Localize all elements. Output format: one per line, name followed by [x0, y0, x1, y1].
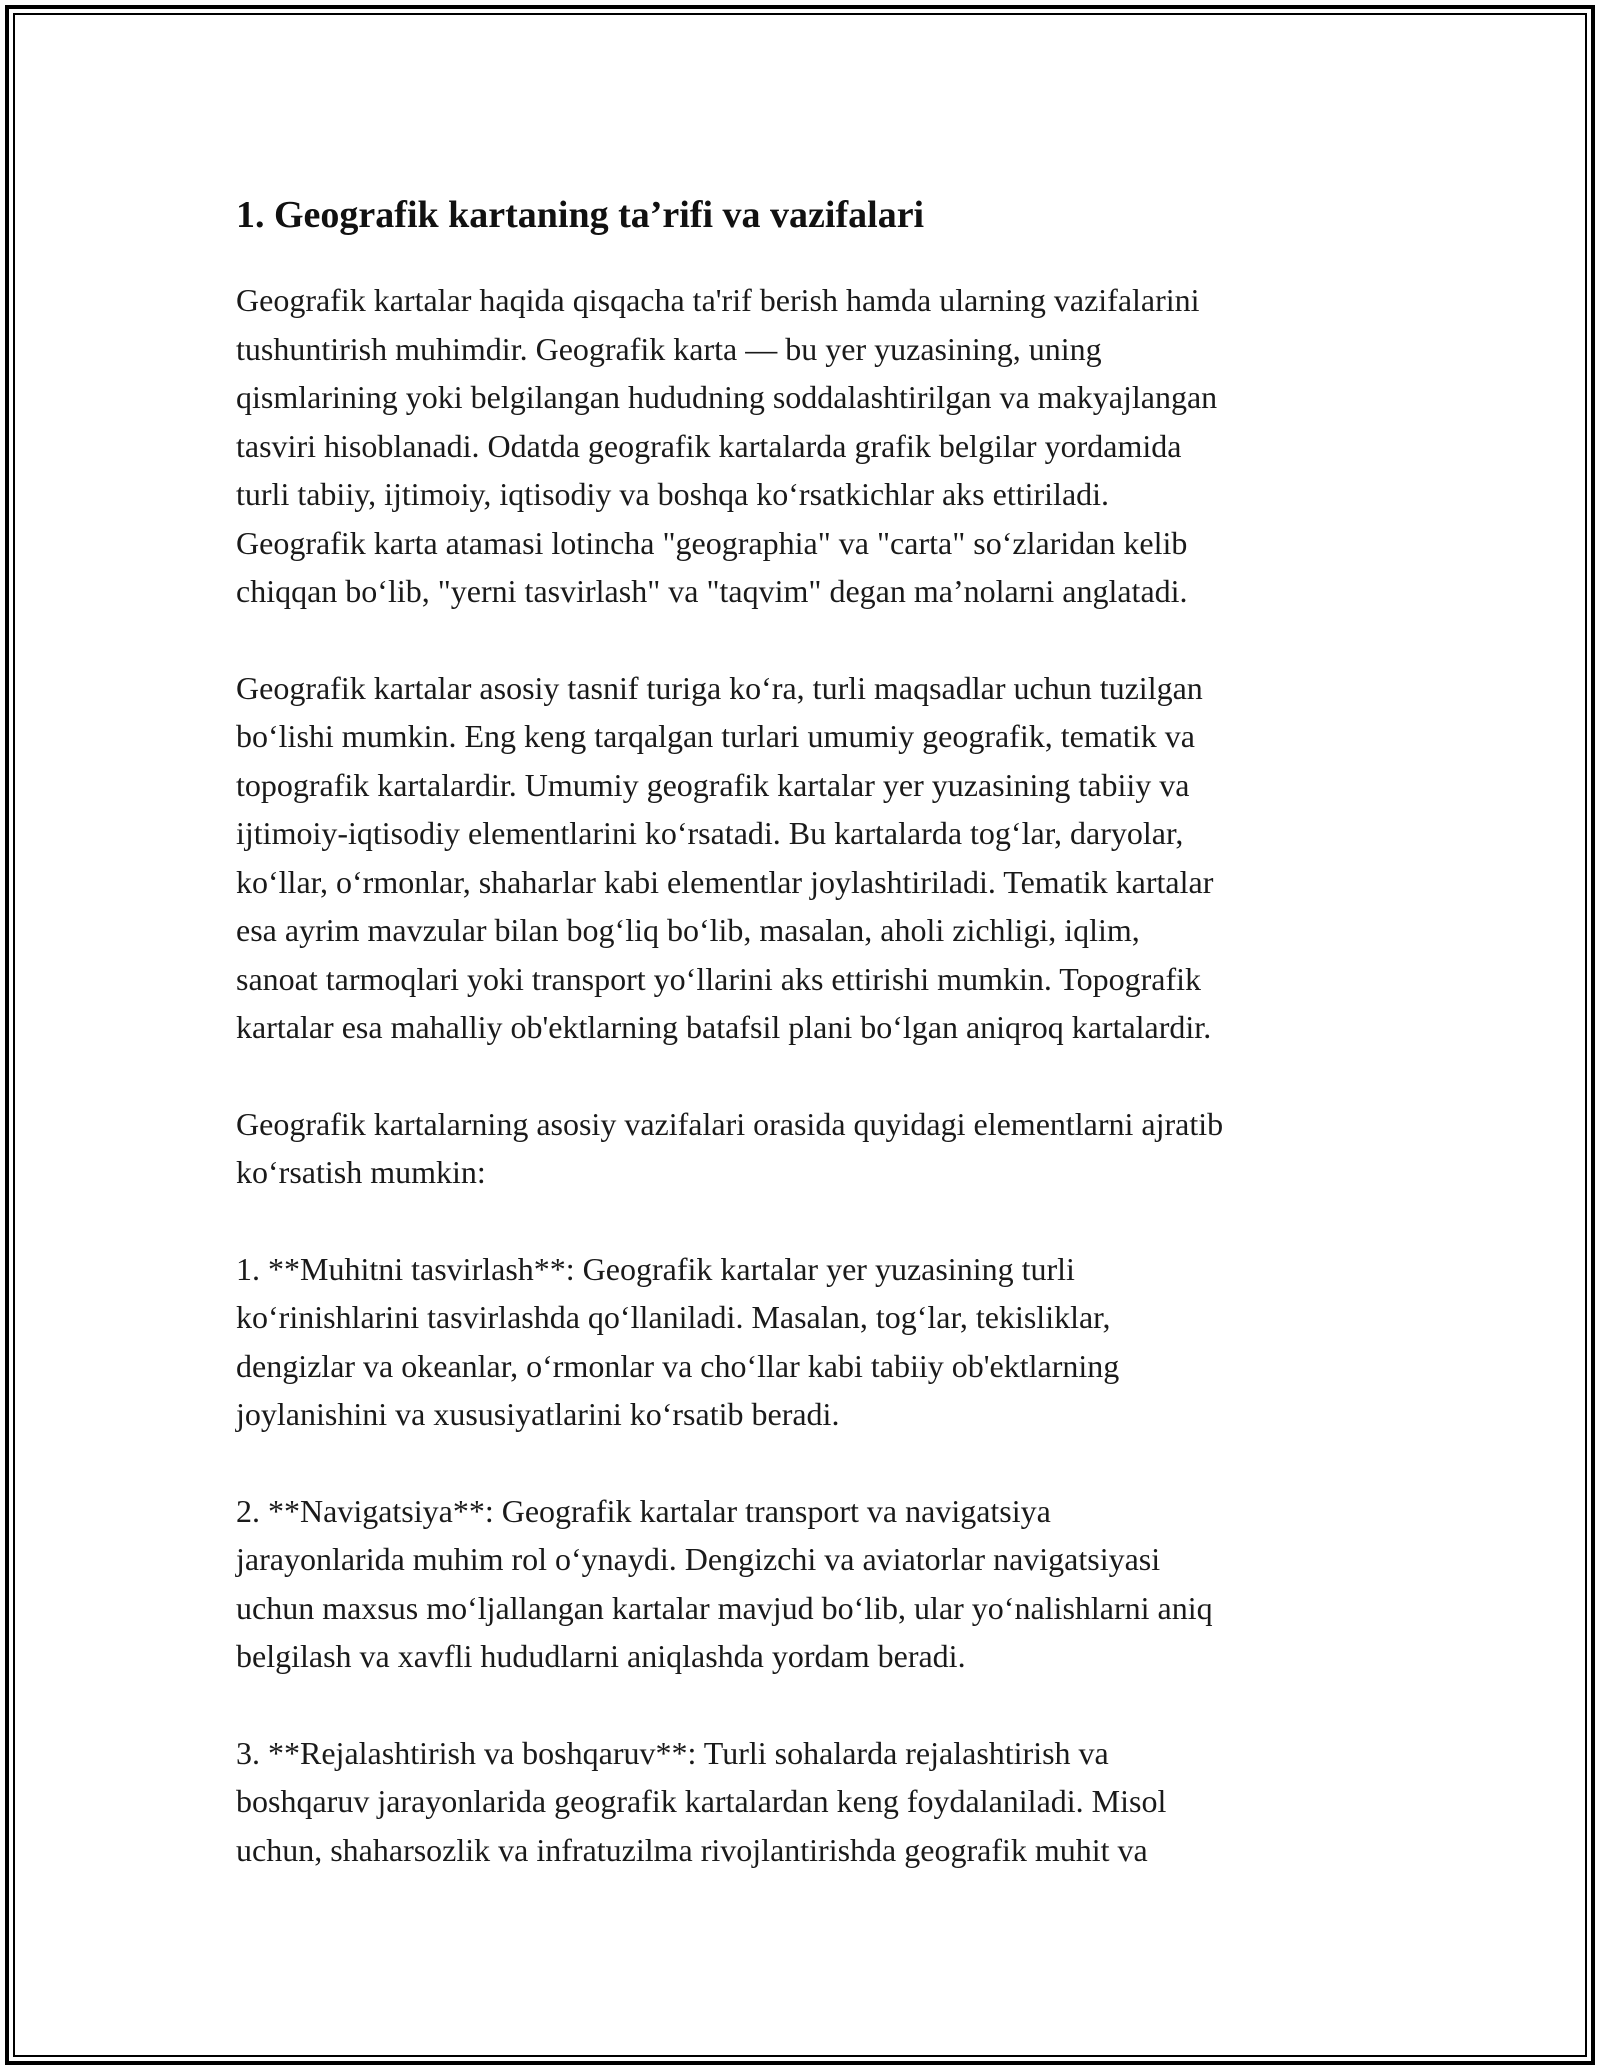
section-heading: 1. Geografik kartaning ta’rifi va vazifalari — [236, 194, 925, 236]
list-item-planning: 3. **Rejalashtirish va boshqaruv**: Turli sohalarda rejalashtirish va boshqaruv jarayonlarida geografik kartalardan keng foydalaniladi. Misol uchun, shaharsozlik va infratuzilma rivojlantirishda geografik muhit va — [236, 1734, 1167, 1868]
paragraph-definition: Geografik kartalar haqida qisqacha ta'rif berish hamda ularning vazifalarini tushuntirish muhimdir. Geografik karta — bu yer yuzasining, uning qismlarining yoki belgilangan hududning soddalashtirilgan va makyajlangan tasviri hisoblanadi. Odatda geografik kartalarda grafik belgilar yordamida turli tabiiy, ijtimoiy, iqtisodiy va boshqa ko‘rsatkichlar aks ettiriladi. Geografik karta atamasi lotincha "geographia" va "carta" so‘zlaridan kelib chiqqan bo‘lib, "yerni tasvirlash" va "taqvim" degan ma’nolarni anglatadi. — [236, 282, 1218, 609]
document-body — [236, 184, 1386, 1922]
paragraph-functions-intro: Geografik kartalarning asosiy vazifalari orasida quyidagi elementlarni ajratib ko‘rsatish mumkin: — [236, 1105, 1224, 1190]
list-item-navigation: 2. **Navigatsiya**: Geografik kartalar transport va navigatsiya jarayonlarida muhim rol o‘ynaydi. Dengizchi va aviatorlar navigatsiyasi uchun maxsus mo‘ljallangan kartalar mavjud bo‘lib, ular yo‘nalishlarni aniq belgilash va xavfli hududlarni aniqlashda yordam beradi. — [236, 1492, 1213, 1674]
paragraph-classification: Geografik kartalar asosiy tasnif turiga ko‘ra, turli maqsadlar uchun tuzilgan bo‘lishi mumkin. Eng keng tarqalgan turlari umumiy geografik, tematik va topografik kartalardir. Umumiy geografik kartalar yer yuzasining tabiiy va ijtimoiy-iqtisodiy elementlarini ko‘rsatadi. Bu kartalarda tog‘lar, daryolar, ko‘llar, o‘rmonlar, shaharlar kabi elementlar joylashtiriladi. Tematik kartalar esa ayrim mavzular bilan bog‘liq bo‘lib, masalan, aholi zichligi, iqlim, sanoat tarmoqlari yoki transport yo‘llarini aks ettirishi mumkin. Topografik kartalar esa mahalliy ob'ektlarning batafsil plani bo‘lgan aniqroq kartalardir. — [236, 669, 1214, 1045]
list-item-environment: 1. **Muhitni tasvirlash**: Geografik kartalar yer yuzasining turli ko‘rinishlarini tasvirlashda qo‘llaniladi. Masalan, tog‘lar, tekisliklar, dengizlar va okeanlar, o‘rmonlar va cho‘llar kabi tabiiy ob'ektlarning joylanishini va xususiyatlarini ko‘rsatib beradi. — [236, 1250, 1120, 1432]
